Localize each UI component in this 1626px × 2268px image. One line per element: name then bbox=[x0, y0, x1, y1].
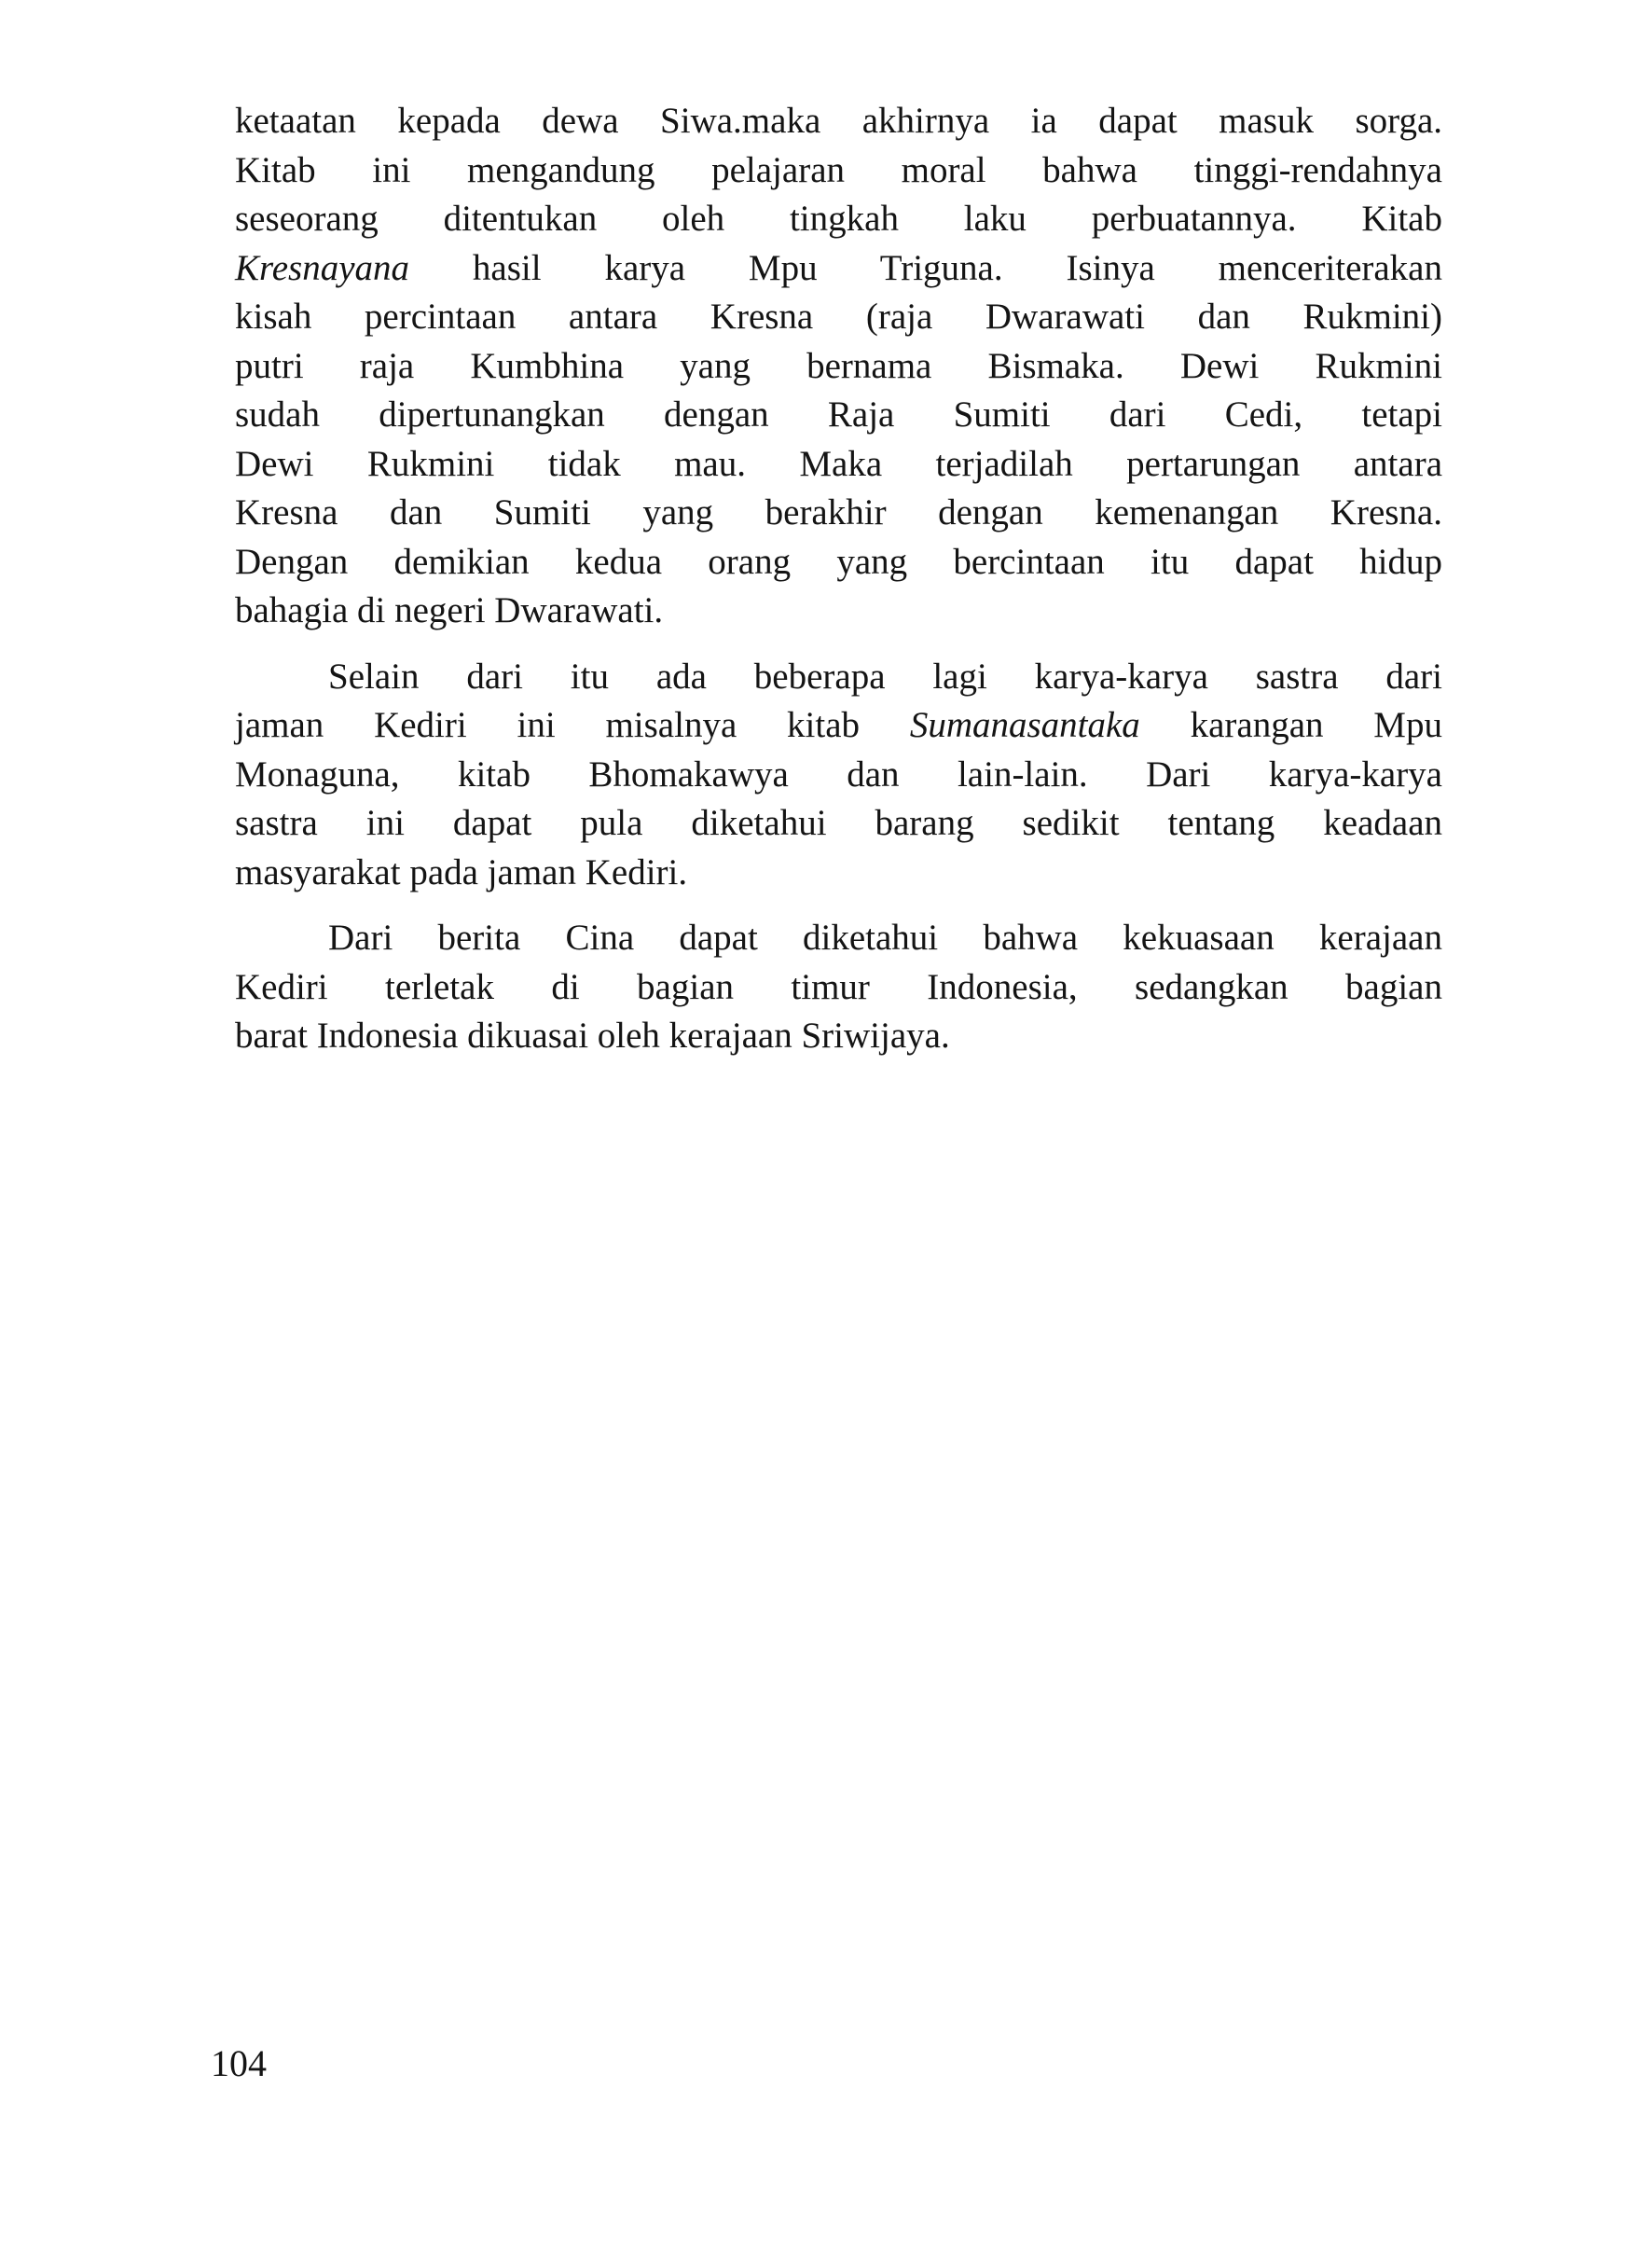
text-line bbox=[235, 653, 1442, 702]
text-line bbox=[235, 849, 1442, 898]
text-span: sudah dipertunangkan dengan Raja Sumiti dari Cedi, tetapi bbox=[235, 394, 1442, 435]
text-span: hasil karya Mpu Triguna. Isinya menceriterakan bbox=[409, 247, 1442, 288]
text-span: barat Indonesia dikuasai oleh kerajaan Sriwijaya. bbox=[235, 1016, 950, 1056]
text-line bbox=[235, 195, 1442, 244]
text-line bbox=[235, 146, 1442, 196]
text-span: bahagia di negeri Dwarawati. bbox=[235, 590, 664, 630]
text-line bbox=[235, 799, 1442, 849]
paragraph-gap bbox=[235, 897, 1442, 914]
text-span: masyarakat pada jaman Kediri. bbox=[235, 851, 688, 892]
text-line bbox=[235, 244, 1442, 294]
text-span: jaman Kediri ini misalnya kitab bbox=[235, 705, 910, 745]
text-span: Dengan demikian kedua orang yang bercintaan itu dapat hidup bbox=[235, 541, 1442, 582]
text-line bbox=[235, 587, 1442, 636]
text-span: Selain dari itu ada beberapa lagi karya-karya sastra dari bbox=[328, 656, 1442, 697]
text-span: Kitab ini mengandung pelajaran moral bahwa tinggi-rendahnya bbox=[235, 149, 1442, 190]
paragraph-gap bbox=[235, 636, 1442, 653]
paragraph-3 bbox=[235, 914, 1442, 1061]
text-line bbox=[235, 342, 1442, 392]
text-span: Dari berita Cina dapat diketahui bahwa kekuasaan kerajaan bbox=[328, 918, 1442, 958]
text-line bbox=[235, 440, 1442, 490]
italic-title: Kresnayana bbox=[235, 247, 410, 288]
text-line bbox=[235, 293, 1442, 342]
text-line bbox=[235, 1012, 1442, 1061]
text-line bbox=[235, 701, 1442, 751]
text-span: Monaguna, kitab Bhomakawya dan lain-lain. Dari karya-karya bbox=[235, 754, 1442, 795]
italic-title: Sumanasantaka bbox=[909, 705, 1140, 745]
text-span: Dewi Rukmini tidak mau. Maka terjadilah pertarungan antara bbox=[235, 443, 1442, 484]
text-line bbox=[235, 963, 1442, 1013]
text-span: kisah percintaan antara Kresna (raja Dwarawati dan Rukmini) bbox=[235, 297, 1442, 337]
paragraph-1 bbox=[235, 97, 1442, 636]
paragraph-2 bbox=[235, 653, 1442, 898]
text-span: Kediri terletak di bagian timur Indonesia, sedangkan bagian bbox=[235, 966, 1442, 1007]
text-span: ketaatan kepada dewa Siwa.maka akhirnya ia dapat masuk sorga. bbox=[235, 101, 1442, 141]
text-line bbox=[235, 97, 1442, 146]
text-span: seseorang ditentukan oleh tingkah laku perbuatannya. Kitab bbox=[235, 199, 1442, 239]
text-span: Kresna dan Sumiti yang berakhir dengan kemenangan Kresna. bbox=[235, 492, 1442, 532]
text-line bbox=[235, 751, 1442, 800]
body-text bbox=[235, 97, 1442, 1061]
page-number: 104 bbox=[211, 2042, 267, 2084]
text-line bbox=[235, 391, 1442, 440]
text-line bbox=[235, 914, 1442, 963]
text-span: putri raja Kumbhina yang bernama Bismaka. Dewi Rukmini bbox=[235, 345, 1442, 386]
text-span: sastra ini dapat pula diketahui barang sedikit tentang keadaan bbox=[235, 803, 1442, 843]
text-span: karangan Mpu bbox=[1139, 705, 1442, 745]
text-line bbox=[235, 538, 1442, 588]
text-line bbox=[235, 489, 1442, 538]
